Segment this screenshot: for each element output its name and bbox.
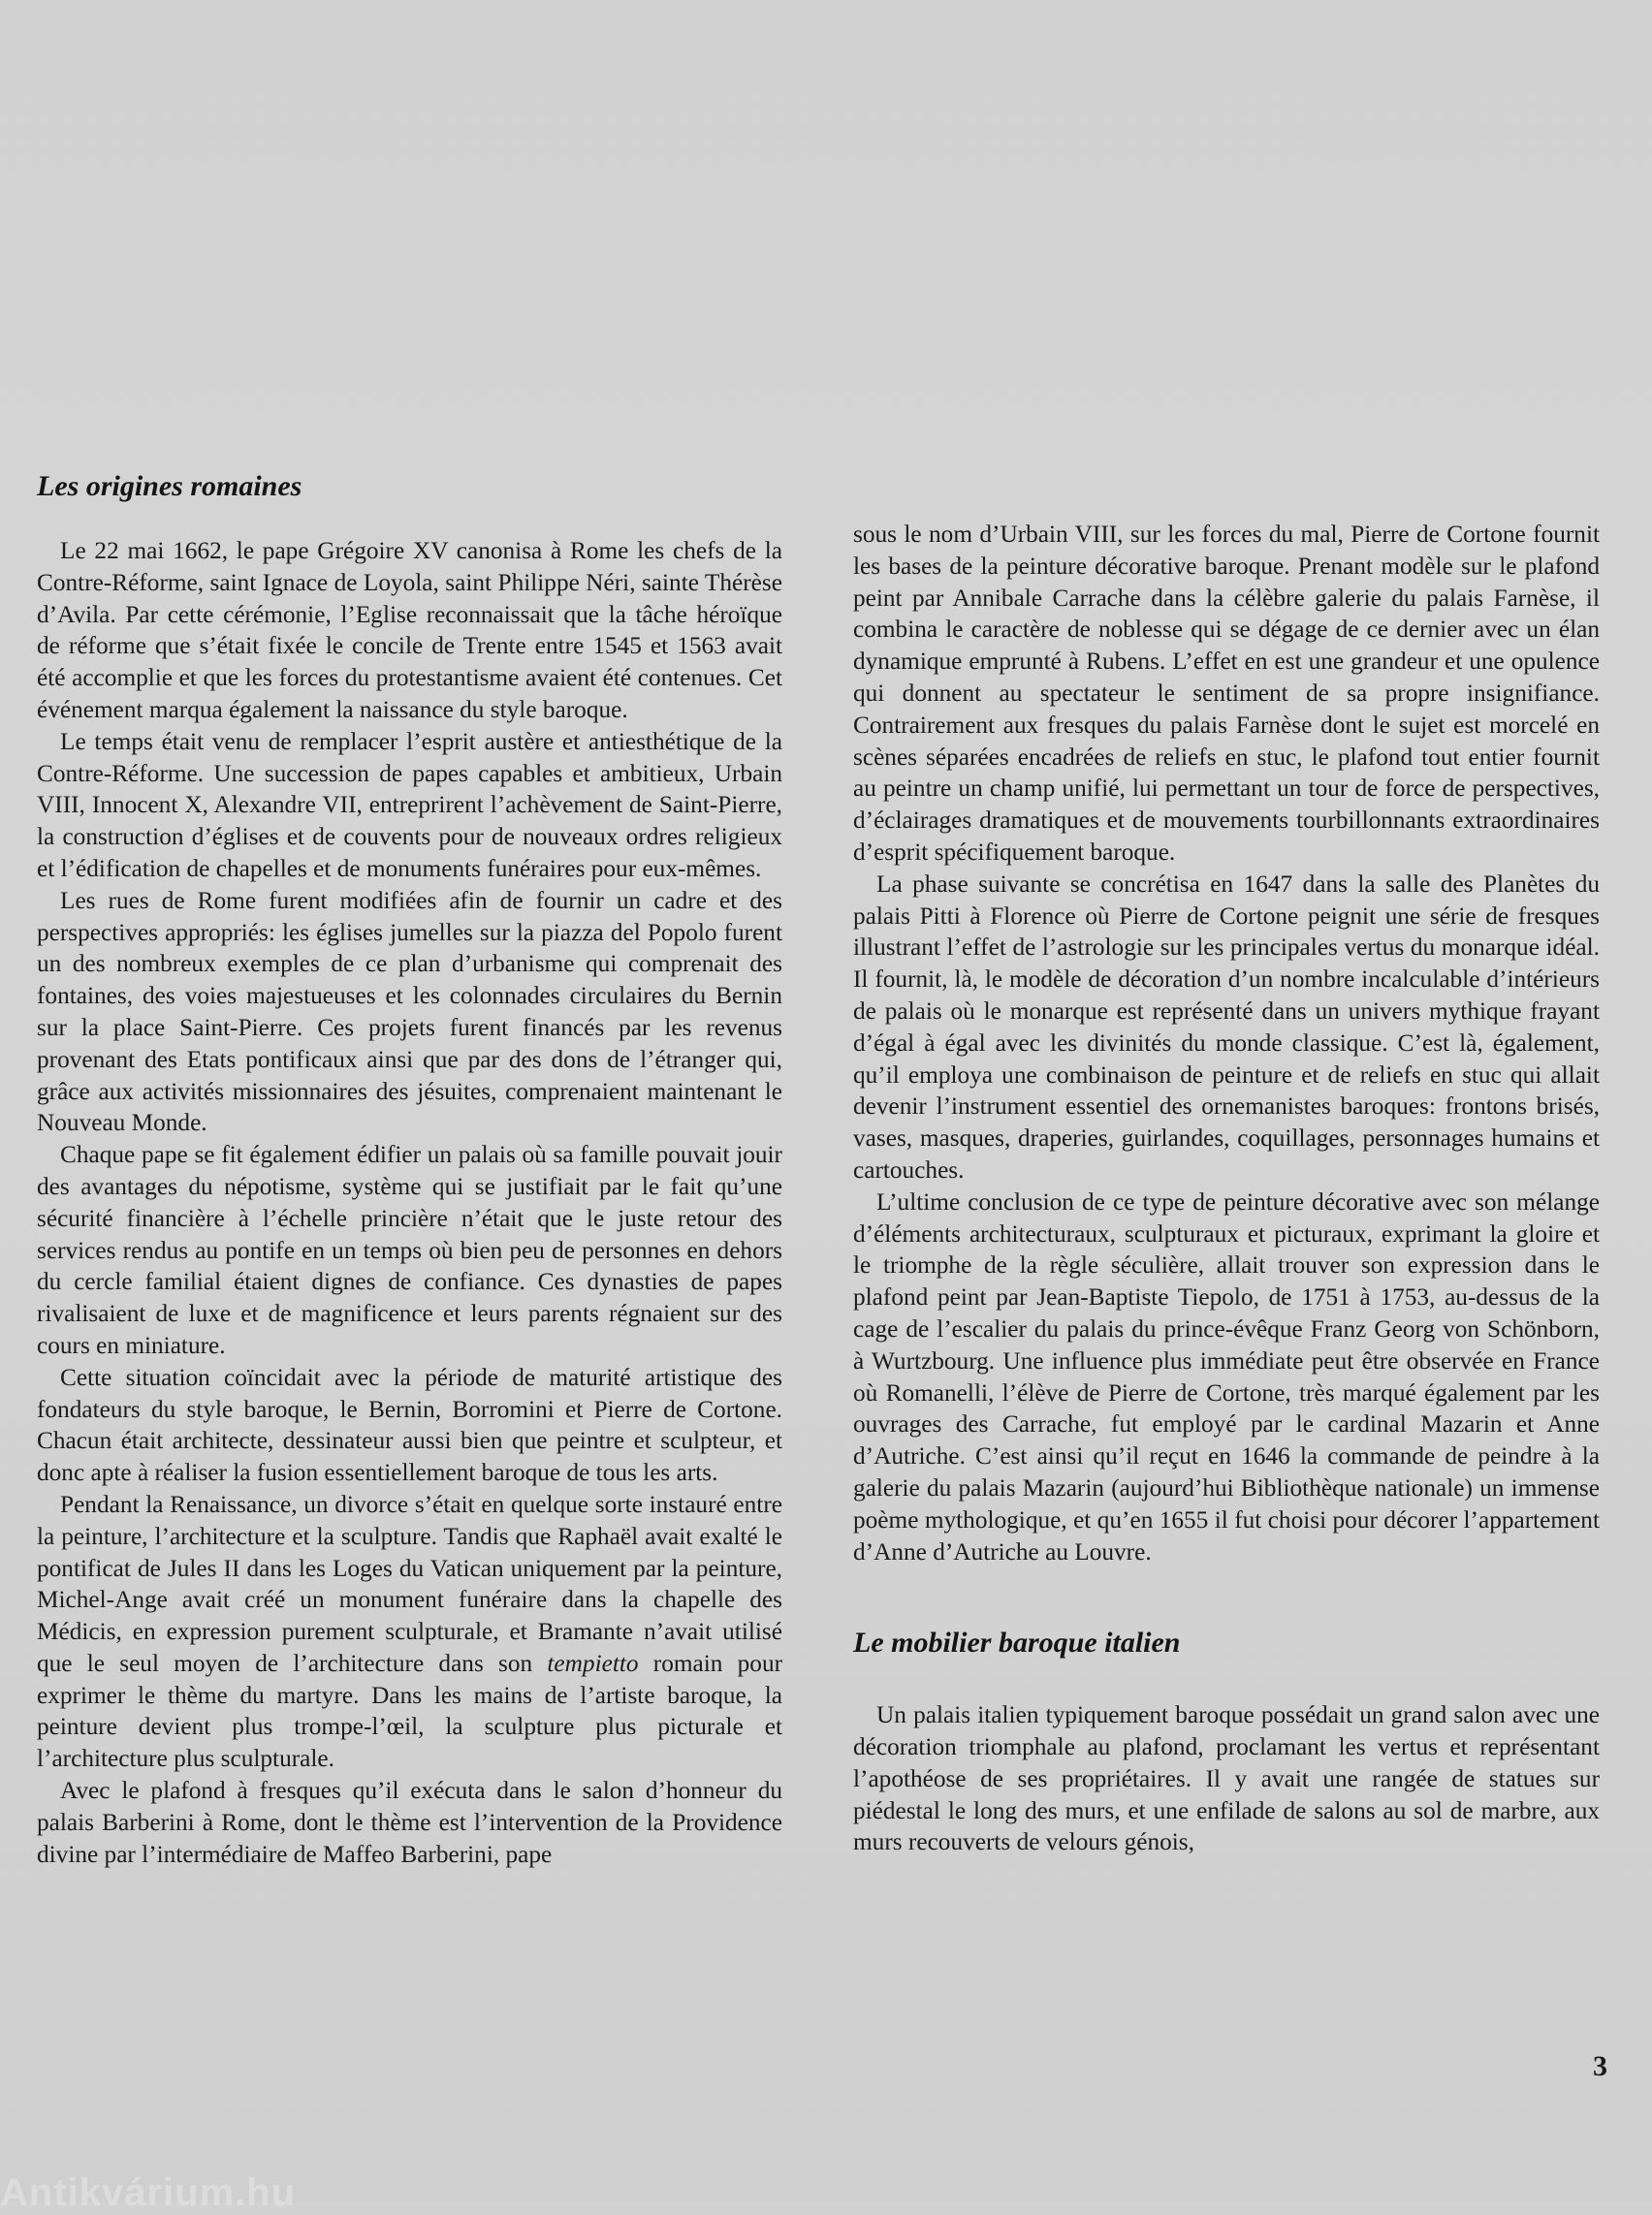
section-title-mobilier: Le mobilier baroque italien	[853, 1627, 1181, 1660]
paragraph: Avec le plafond à fresques qu’il exécuta dans le salon d’honneur du palais Barberini à Rome, dont le thème est l’intervention de la Providence divine par l’intermédiaire de Maffeo Barberini, pape	[37, 1777, 782, 1868]
watermark: Antikvárium.hu	[0, 2171, 297, 2214]
left-column	[37, 467, 782, 1870]
paragraph-continued: sous le nom d’Urbain VIII, sur les forces du mal, Pierre de Cortone fournit les bases de la peinture décorative baroque. Prenant modèle sur le plafond peint par Annibale Carrache dans la célèbre galerie du palais Farnèse, il combina le caractère de noblesse qui se dégage de ce dernier avec un élan dynamique emprunté à Rubens. L’effet en est une grandeur et une opulence qui donnent au spectateur le sentiment de sa propre insignifiance. Contrairement aux fresques du palais Farnèse dont le sujet est morcelé en scènes séparées encadrées de reliefs en stuc, le plafond tout entier fournit au peintre un champ unifié, lui permettant un tour de force de perspectives, d’éclairages dramatiques et de mouvements tourbillonnants extraordinaires d’esprit spécifiquement baroque.	[853, 521, 1600, 866]
paragraph: Un palais italien typiquement baroque possédait un grand salon avec une décoration triomphale au plafond, proclamant les vertus et représentant l’apothéose de ses propriétaires. Il y avait une rangée de statues sur piédestal le long des murs, et une enfilade de salons au sol de marbre, aux murs recouverts de velours génois,	[853, 1701, 1600, 1856]
italic-term: tempietto	[547, 1649, 639, 1677]
paragraph: Chaque pape se fit également édifier un palais où sa famille pouvait jouir des avantages du népotisme, système qui se justifiait par le fait qu’une sécurité financière à l’échelle princière n’était que le juste retour des services rendus au pontife en un temps où bien peu de personnes en dehors du cercle familial étaient dignes de confiance. Ces dynasties de papes rivalisaient de luxe et de magnificence et leurs parents régnaient sur des cours en miniature.	[37, 1141, 782, 1359]
paragraph: L’ultime conclusion de ce type de peinture décorative avec son mélange d’éléments architecturaux, sculpturaux et picturaux, exprimant la gloire et le triomphe de la règle séculière, allait trouver son expression dans le plafond peint par Jean-Baptiste Tiepolo, de 1751 à 1753, au-dessus de la cage de l’escalier du palais du prince-évêque Franz Georg von Schönborn, à Wurtzbourg. Une influence plus immédiate peut être observée en France où Romanelli, l’élève de Pierre de Cortone, très marqué également par les ouvrages des Carrache, fut employé par le cardinal Mazarin et Anne d’Autriche. C’est ainsi qu’il reçut en 1646 la commande de peindre à la galerie du palais Mazarin (aujourd’hui Bibliothèque nationale) un immense poème mythologique, et qu’en 1655 il fut choisi pour décorer l’appartement d’Anne d’Autriche au Louvre.	[853, 1187, 1600, 1566]
paragraph-text: Pendant la Renaissance, un divorce s’était en quelque sorte instauré entre la peinture, l’architecture et la sculpture. Tandis que Raphaël avait exalté le pontificat de Jules II dans les Loges du Vatican uniquement par la peinture, Michel-Ange avait créé un monument funéraire dans la chapelle des Médicis, en expression purement sculpturale, et Bramante n’avait utilisé que le seul moyen de l’architecture dans son	[37, 1490, 782, 1677]
right-column	[853, 519, 1600, 1858]
paragraph: Cette situation coïncidait avec la période de maturité artistique des fondateurs du style baroque, le Bernin, Borromini et Pierre de Cortone. Chacun était architecte, dessinateur aussi bien que peintre et sculpteur, et donc apte à réaliser la fusion essentiellement baroque de tous les arts.	[37, 1363, 782, 1487]
paragraph: Le 22 mai 1662, le pape Grégoire XV canonisa à Rome les chefs de la Contre-Réforme, saint Ignace de Loyola, saint Philippe Néri, sainte Thérèse d’Avila. Par cette cérémonie, l’Eglise reconnaissait que la tâche héroïque de réforme que s’était fixée le concile de Trente entre 1545 et 1563 avait été accomplie et que les forces du protestantisme avaient été contenues. Cet événement marqua également la naissance du style baroque.	[37, 537, 782, 723]
paragraph-text-tail: romain pour exprimer le thème du martyre. Dans les mains de l’artiste baroque, la peinture devient plus trompe-l’œil, la sculpture plus picturale et l’architecture plus sculpturale.	[37, 1649, 783, 1773]
paragraph-renaissance	[37, 1489, 782, 1775]
section-title-origines: Les origines romaines	[37, 470, 302, 502]
paragraph: Les rues de Rome furent modifiées afin de fournir un cadre et des perspectives appropriés: les églises jumelles sur la piazza del Popolo furent un des nombreux exemples de ce plan d’urbanisme qui comprenait des fontaines, des voies majestueuses et les colonnades circulaires du Bernin sur la place Saint-Pierre. Ces projets furent financés par les revenus provenant des Etats pontificaux ainsi que par des dons de l’étranger qui, grâce aux activités missionnaires des jésuites, comprenaient maintenant le Nouveau Monde.	[37, 886, 782, 1137]
paragraph: Le temps était venu de remplacer l’esprit austère et antiesthétique de la Contre-Réforme. Une succession de papes capables et ambitieux, Urbain VIII, Innocent X, Alexandre VII, entreprirent l’achèvement de Saint-Pierre, la construction d’églises et de couvents pour de nouveaux ordres religieux et l’édification de chapelles et de monuments funéraires pour eux-mêmes.	[37, 727, 782, 882]
page-number: 3	[1593, 2050, 1607, 2082]
paragraph: La phase suivante se concrétisa en 1647 dans la salle des Planètes du palais Pitti à Florence où Pierre de Cortone peignit une série de fresques illustrant l’effet de l’astrologie sur les principales vertus du monarque idéal. Il fournit, là, le modèle de décoration d’un nombre incalculable d’intérieurs de palais où le monarque est représenté dans un univers mythique frayant d’égal à égal avec les divinités du monde classique. C’est là, également, qu’il employa une combinaison de peinture et de reliefs en stuc qui allait devenir l’instrument essentiel des ornemanistes baroques: frontons brisés, vases, masques, draperies, guirlandes, coquillages, personnages humains et cartouches.	[853, 870, 1600, 1184]
